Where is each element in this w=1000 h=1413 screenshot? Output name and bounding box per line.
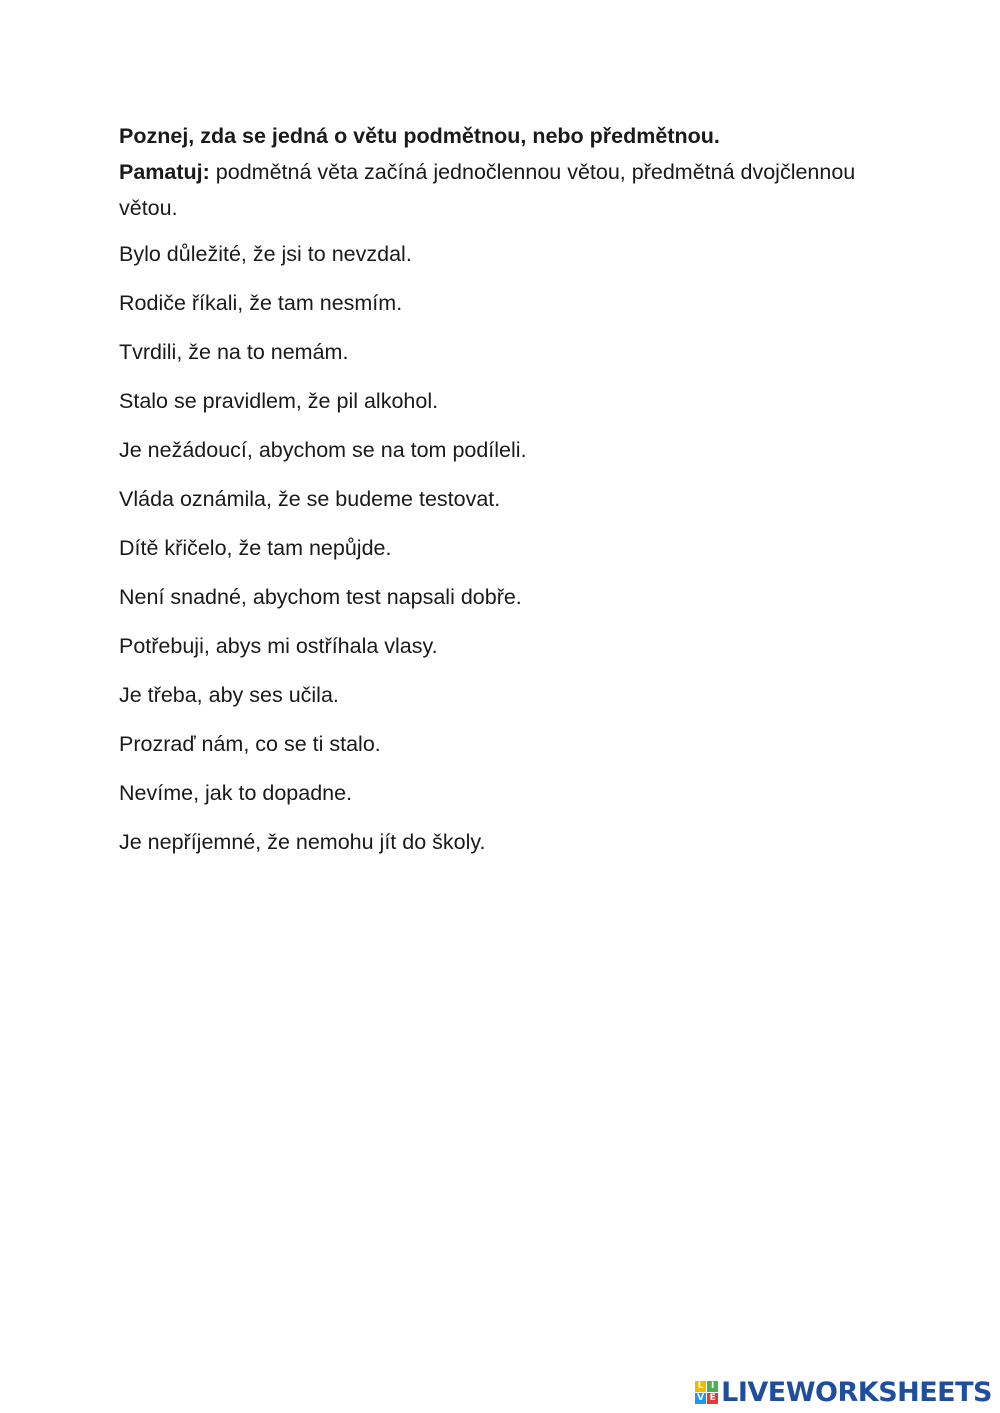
sentence-item: Potřebuji, abys mi ostříhala vlasy. [119,634,438,658]
sentence-item: Vláda oznámila, že se budeme testovat. [119,487,501,511]
sentence-item: Bylo důležité, že jsi to nevzdal. [119,242,412,266]
sentence-item: Stalo se pravidlem, že pil alkohol. [119,389,439,413]
logo-mark-cell: L [695,1381,706,1392]
worksheet-title: Poznej, zda se jedná o větu podmětnou, nebo předmětnou. [119,124,720,148]
worksheet-instruction [119,154,879,226]
sentence-item: Je třeba, aby ses učila. [119,683,339,707]
worksheet-content [119,118,879,873]
sentence-item: Je nepříjemné, že nemohu jít do školy. [119,830,486,854]
instruction-text: podmětná věta začíná jednočlennou větou, předmětná dvojčlennou větou. [119,160,856,220]
instruction-label: Pamatuj: [119,160,210,184]
logo-mark-icon [695,1381,718,1404]
sentence-item: Tvrdili, že na to nemám. [119,340,349,364]
logo-mark-cell: E [707,1393,718,1404]
liveworksheets-logo [695,1375,992,1409]
sentence-list [119,236,879,861]
logo-mark-cell: V [695,1393,706,1404]
sentence-item: Není snadné, abychom test napsali dobře. [119,585,522,609]
sentence-item: Dítě křičelo, že tam nepůjde. [119,536,392,560]
sentence-item: Rodiče říkali, že tam nesmím. [119,291,403,315]
logo-text: LIVEWORKSHEETS [721,1376,992,1408]
logo-mark-cell: I [707,1381,718,1392]
sentence-item: Je nežádoucí, abychom se na tom podíleli. [119,438,527,462]
sentence-item: Prozraď nám, co se ti stalo. [119,732,381,756]
sentence-item: Nevíme, jak to dopadne. [119,781,353,805]
